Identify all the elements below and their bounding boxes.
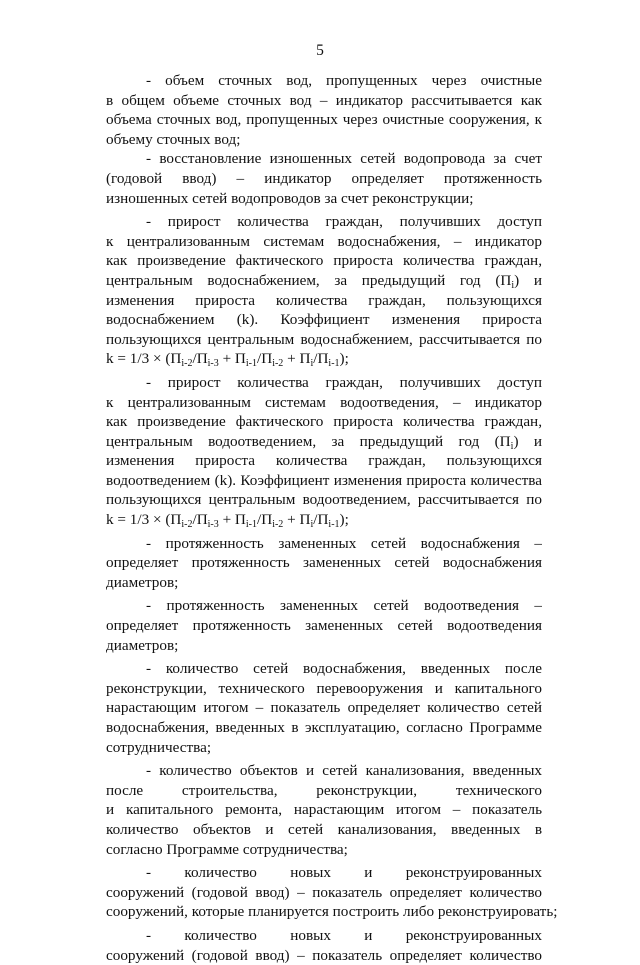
text-line: - прирост количества граждан, получивших доступ [146,213,542,231]
text-line: пользующихся центральным водоотведением, рассчитывается по [106,491,542,509]
text-line: определяет протяженность замененных сетей водоотведения [106,617,542,635]
subscript: i-1 [328,519,340,531]
text-line: объема сточных вод, пропущенных через очистные сооружения, к [106,111,542,129]
text-line: определяет протяженность замененных сетей водоснабжения [106,554,542,572]
text-line: водоснабжением (k). Коэффициент изменения прироста [106,311,542,329]
text-line: центральным водоснабжением, за предыдущий год $(П_i)$ и [106,271,542,291]
text-line: объему сточных вод; [106,130,241,148]
text-line: количество объектов и сетей канализования, введенных в [106,820,542,838]
text-line: $k = 1/3 \times (П_{i-2}/П_{i-3} + П_{i-1}/П_{i-2} + П_i/П_{i-1})$; [106,511,349,531]
text-line: изменения прироста количества граждан, пользующихся [106,452,542,470]
text-line: - количество сетей водоснабжения, введенных после [146,660,542,678]
text-line: к централизованным системам водоснабжения, – индикатор [106,232,542,250]
text-line: реконструкции, технического перевооружения и капитального [106,679,542,697]
page-number: 5 [316,42,324,59]
text-line: - прирост количества граждан, получивших доступ [146,373,542,391]
subscript: i-1 [245,358,258,370]
document-body [106,71,558,965]
text-line: - протяженность замененных сетей водоотведения – [146,597,542,615]
text-line: центральным водоотведением, за предыдущий год $(П_i)$ и [106,432,542,452]
text-line: сотрудничества; [106,738,212,756]
text-line: нарастающим итогом – показатель определяет количество сетей [106,699,542,717]
text-line: - объем сточных вод, пропущенных через очистные [146,72,542,89]
text-line: диаметров; [106,636,179,654]
text-line: - количество новых и реконструированных [146,864,542,882]
subscript: i-2 [272,519,284,531]
subscript: i-3 [207,358,219,370]
text-line: сооружений (годовой ввод) – показатель определяет количество [106,883,542,901]
text-line: - количество новых и реконструированных [146,926,542,944]
text-line: - протяженность замененных сетей водоснабжения – [146,534,542,552]
subscript: i-2 [272,358,284,370]
subscript: i-2 [181,519,193,531]
text-line: $k = 1/3 \times (П_{i-2}/П_{i-3} + П_{i-1}/П_{i-2} + П_i/П_{i-1})$; [106,350,349,370]
text-line: как произведение фактического прироста количества граждан, [106,252,542,270]
subscript: i-1 [245,519,258,531]
text-line: как произведение фактического прироста количества граждан, [106,413,542,431]
text-line: - восстановление изношенных сетей водопровода за счет [146,150,542,168]
text-line: пользующихся центральным водоснабжением, рассчитывается по [106,330,542,348]
text-line: сооружений (годовой ввод) – показатель определяет количество [106,946,542,964]
subscript: i-2 [181,358,193,370]
text-line: и капитального ремонта, нарастающим итогом – показатель [106,801,542,819]
text-line: согласно Программе сотрудничества; [106,840,348,858]
subscript: i-1 [328,358,340,370]
subscript: i [310,519,314,531]
text-line: изношенных сетей водопроводов за счет реконструкции; [106,189,474,207]
text-line: изменения прироста количества граждан, пользующихся [106,291,542,309]
text-line: к централизованным системам водоотведения, – индикатор [106,393,542,411]
subscript: i [511,279,515,291]
text-line: после строительства, реконструкции, технического [106,781,542,799]
text-line: сооружений, которые планируется построить либо реконструировать; [106,903,558,921]
text-line: в общем объеме сточных вод – индикатор рассчитывается как [106,91,542,109]
subscript: i [510,440,514,452]
subscript: i-3 [207,519,219,531]
text-line: диаметров; [106,573,179,591]
text-line: (годовой ввод) – индикатор определяет протяженность [106,169,542,187]
subscript: i [310,358,314,370]
text-line: водоснабжения, введенных в эксплуатацию, согласно Программе [106,719,542,736]
text-line: водоотведением (k). Коэффициент изменения прироста количества [106,471,542,489]
text-line: - количество объектов и сетей канализования, введенных [146,762,542,780]
